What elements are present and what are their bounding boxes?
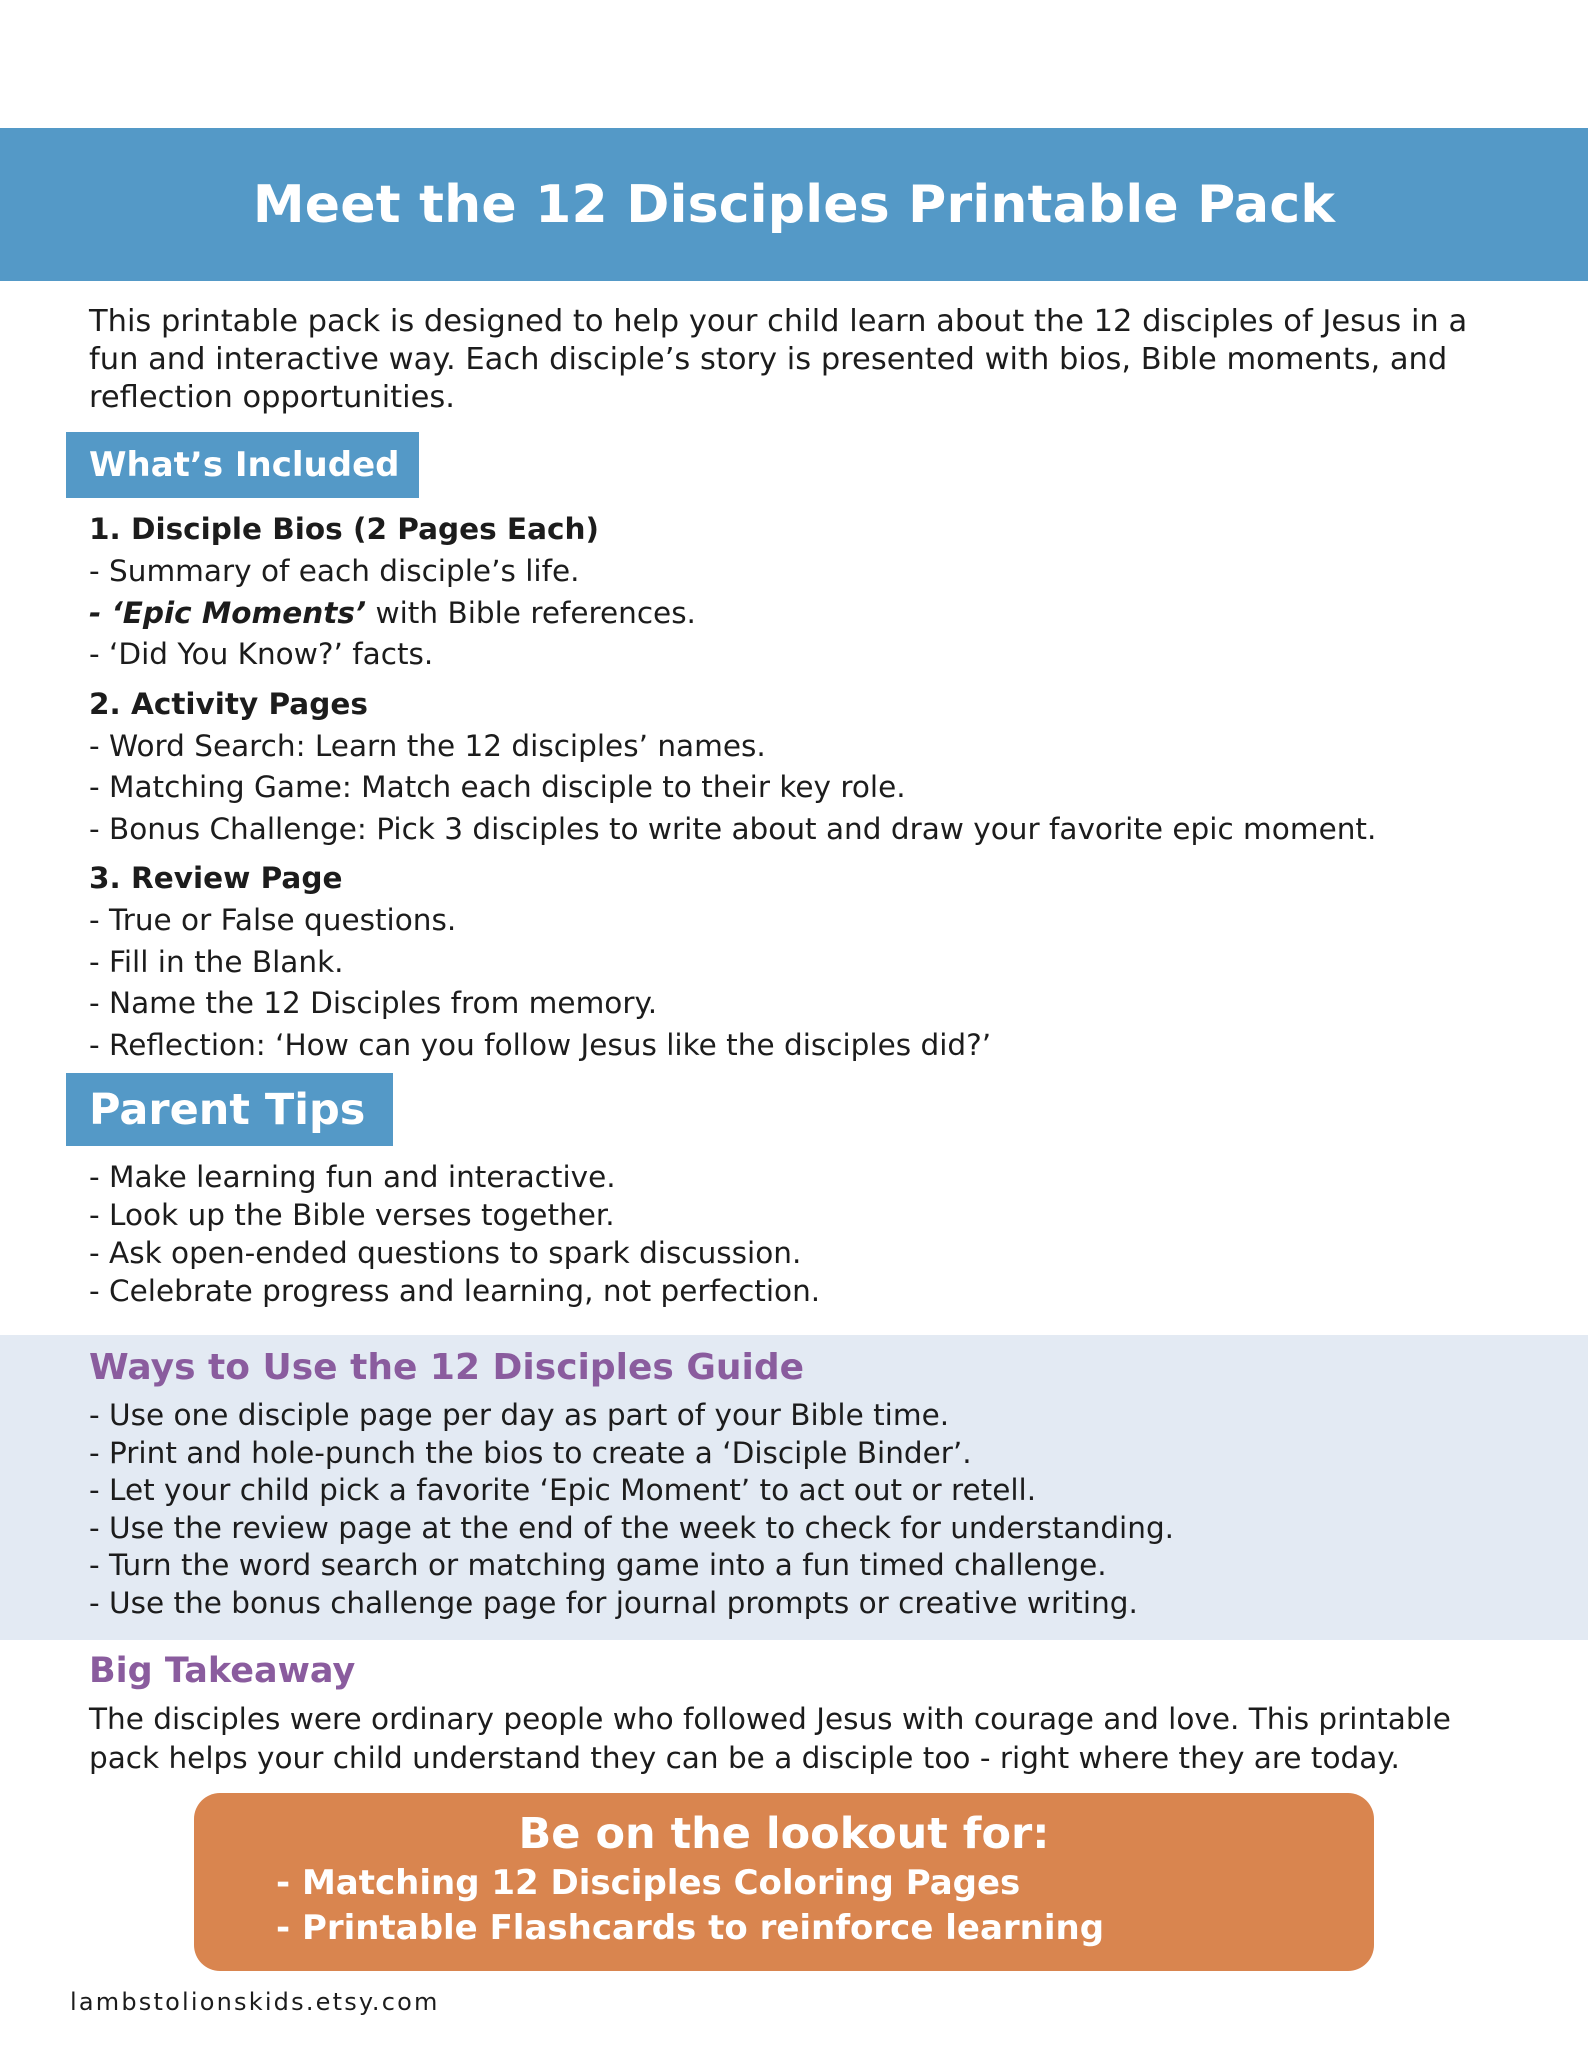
list-item: - Use the review page at the end of the week to check for understanding.: [89, 1510, 1175, 1545]
list-item: [89, 593, 1539, 635]
intro-paragraph: This printable pack is designed to help your child learn about the 12 disciples of Jesus in a fun and interactive way. Each disciple’s story is presented with bios, Bible moments, and reflection opportunities.: [89, 304, 1468, 415]
list-item: - Name the 12 Disciples from memory.: [89, 986, 658, 1020]
list-item-text: with Bible references.: [366, 595, 696, 630]
big-takeaway-text: The disciples were ordinary people who followed Jesus with courage and love. This printable pack helps your child understand they can be a disciple too - right where they are today.: [89, 1702, 1451, 1775]
list-item: - ‘Did You Know?’ facts.: [89, 637, 434, 671]
lookout-heading: Be on the lookout for:: [518, 1809, 1050, 1859]
list-item: - Matching 12 Disciples Coloring Pages: [276, 1863, 1021, 1903]
section-heading: 3. Review Page: [89, 861, 343, 895]
big-takeaway-heading: Big Takeaway: [89, 1651, 356, 1691]
section-heading: 2. Activity Pages: [89, 686, 368, 721]
whats-included-heading: What’s Included: [66, 432, 419, 498]
list-item: - True or False questions.: [89, 903, 457, 937]
ways-to-use-list: [89, 1397, 1539, 1623]
list-item: - Turn the word search or matching game into a fun timed challenge.: [89, 1548, 1107, 1583]
list-item: - Printable Flashcards to reinforce learning: [276, 1908, 1105, 1948]
list-item: - Summary of each disciple’s life.: [89, 554, 580, 588]
list-item: - Use one disciple page per day as part of your Bible time.: [89, 1398, 950, 1432]
list-item: - Look up the Bible verses together.: [89, 1198, 615, 1232]
list-item: - Reflection: ‘How can you follow Jesus like the disciples did?’: [89, 1027, 992, 1062]
list-item: - Celebrate progress and learning, not perfection.: [89, 1274, 821, 1308]
list-item: - Let your child pick a favorite ‘Epic Moment’ to act out or retell.: [89, 1473, 1037, 1508]
list-item: - Use the bonus challenge page for journal prompts or creative writing.: [89, 1585, 1138, 1620]
epic-moments-emphasis: - ‘Epic Moments’: [89, 595, 367, 630]
list-item: - Make learning fun and interactive.: [89, 1160, 616, 1194]
parent-tips-list: [89, 1158, 1539, 1310]
lookout-list: [276, 1861, 1104, 1951]
list-item: - Fill in the Blank.: [89, 944, 344, 979]
list-item: - Matching Game: Match each disciple to their key role.: [89, 770, 906, 804]
list-item: - Bonus Challenge: Pick 3 disciples to write about and draw your favorite epic moment.: [89, 811, 1377, 846]
parent-tips-heading: Parent Tips: [66, 1073, 393, 1146]
section-heading: 1. Disciple Bios (2 Pages Each): [89, 512, 599, 546]
lookout-callout: [194, 1793, 1374, 1971]
ways-to-use-heading: Ways to Use the 12 Disciples Guide: [89, 1347, 805, 1388]
shop-url: lambstolionskids.etsy.com: [70, 1988, 440, 2016]
list-item: - Ask open-ended questions to spark discussion.: [89, 1236, 802, 1270]
list-item: - Word Search: Learn the 12 disciples’ names.: [89, 728, 766, 763]
list-item: - Print and hole-punch the bios to create a ‘Disciple Binder’.: [89, 1435, 972, 1470]
included-section: [89, 507, 1539, 1066]
page-title: Meet the 12 Disciples Printable Pack: [252, 174, 1336, 235]
